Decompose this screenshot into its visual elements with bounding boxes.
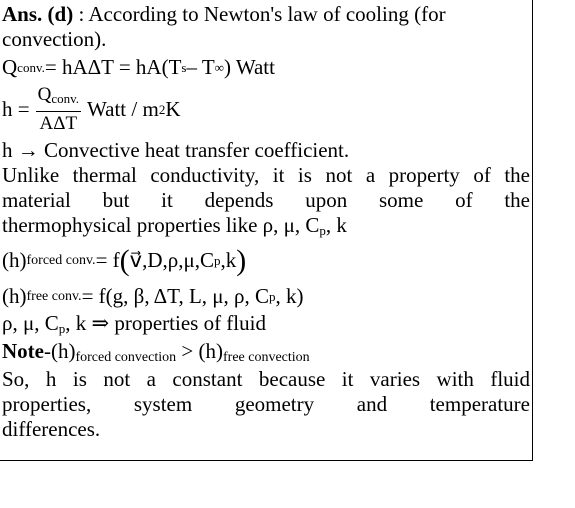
ts-subscript: s <box>181 59 187 75</box>
note-forced-subscript: forced convection <box>75 350 177 365</box>
note-gt: > (h) <box>176 339 223 363</box>
conclusion-text-2: properties, system geometry and temperature <box>2 392 530 416</box>
q-subscript: conv. <box>17 59 45 75</box>
conclusion-line-1 <box>2 367 530 392</box>
q-equation-minus: – T <box>186 54 215 79</box>
paragraph-text-3: thermophysical properties like ρ, μ, C <box>2 213 320 237</box>
h-lhs: h = <box>2 96 30 121</box>
answer-intro-line-2 <box>2 27 530 52</box>
h-unit-end: K <box>165 96 181 121</box>
h-numerator <box>36 84 81 112</box>
h-fraction <box>36 84 81 135</box>
free-eq-end: , k) <box>275 283 304 308</box>
q-conv-equation <box>2 52 530 82</box>
q-equation-end: ) Watt <box>223 54 275 79</box>
free-subscript: free conv. <box>26 288 82 304</box>
forced-h: (h) <box>2 247 27 272</box>
note-label: Note <box>2 339 44 363</box>
note-free-subscript: free convection <box>223 350 310 365</box>
h-equation <box>2 82 530 136</box>
forced-args: v⃗,D,ρ,μ,C <box>129 247 214 272</box>
answer-content <box>2 2 530 442</box>
paragraph-line-1 <box>2 163 530 188</box>
free-h: (h) <box>2 283 27 308</box>
conclusion-text-3: differences. <box>2 417 101 441</box>
definition-text: h → Convective heat transfer coefficient. <box>2 138 350 162</box>
definition-line <box>2 138 530 163</box>
paragraph-text-2: material but it depends upon some of the <box>2 188 530 212</box>
paragraph-line-3 <box>2 213 530 238</box>
h-num-subscript: conv. <box>51 90 80 106</box>
paragraph-line-2 <box>2 188 530 213</box>
forced-close-paren: ) <box>236 243 247 277</box>
forced-args-end: ,k <box>220 247 237 272</box>
paragraph-text-1: Unlike thermal conductivity, it is not a property of the <box>2 163 530 187</box>
answer-label: Ans. (d) <box>2 2 74 26</box>
answer-intro-text-2: convection). <box>2 27 107 51</box>
answer-intro-text: : According to Newton's law of cooling (for <box>73 2 446 26</box>
q-symbol: Q <box>2 54 18 79</box>
forced-cp-subscript: p <box>214 252 221 268</box>
paragraph-text-3-end: , k <box>325 213 347 237</box>
paragraph-cp-subscript: p <box>319 223 326 238</box>
h-denominator: AΔT <box>39 112 78 134</box>
fluid-properties-line <box>2 311 530 336</box>
answer-intro-line-1 <box>2 2 530 27</box>
h-unit: Watt / m <box>87 96 159 121</box>
q-equation-body: = hAΔT = hA(T <box>44 54 182 79</box>
forced-open-paren: ( <box>119 243 130 277</box>
tinf-subscript: ∞ <box>214 59 224 75</box>
forced-eq: = f <box>95 247 120 272</box>
conclusion-line-3 <box>2 417 530 442</box>
note-line <box>2 339 530 364</box>
fluid-props-subscript: p <box>58 321 66 336</box>
h-num-q: Q <box>37 83 52 105</box>
forced-subscript: forced conv. <box>26 252 96 268</box>
h-unit-superscript: 2 <box>158 101 166 117</box>
conclusion-line-2 <box>2 392 530 417</box>
conclusion-text-1: So, h is not a constant because it varies with fluid <box>2 367 530 391</box>
note-h1: -(h) <box>43 339 76 363</box>
free-convection-equation <box>2 282 530 310</box>
free-cp-subscript: p <box>269 288 276 304</box>
forced-convection-equation <box>2 244 530 276</box>
fluid-props-start: ρ, μ, C <box>2 311 59 335</box>
fluid-props-end: , k ⇒ properties of fluid <box>65 311 266 335</box>
free-eq: = f(g, β, ΔT, L, μ, ρ, C <box>81 283 270 308</box>
